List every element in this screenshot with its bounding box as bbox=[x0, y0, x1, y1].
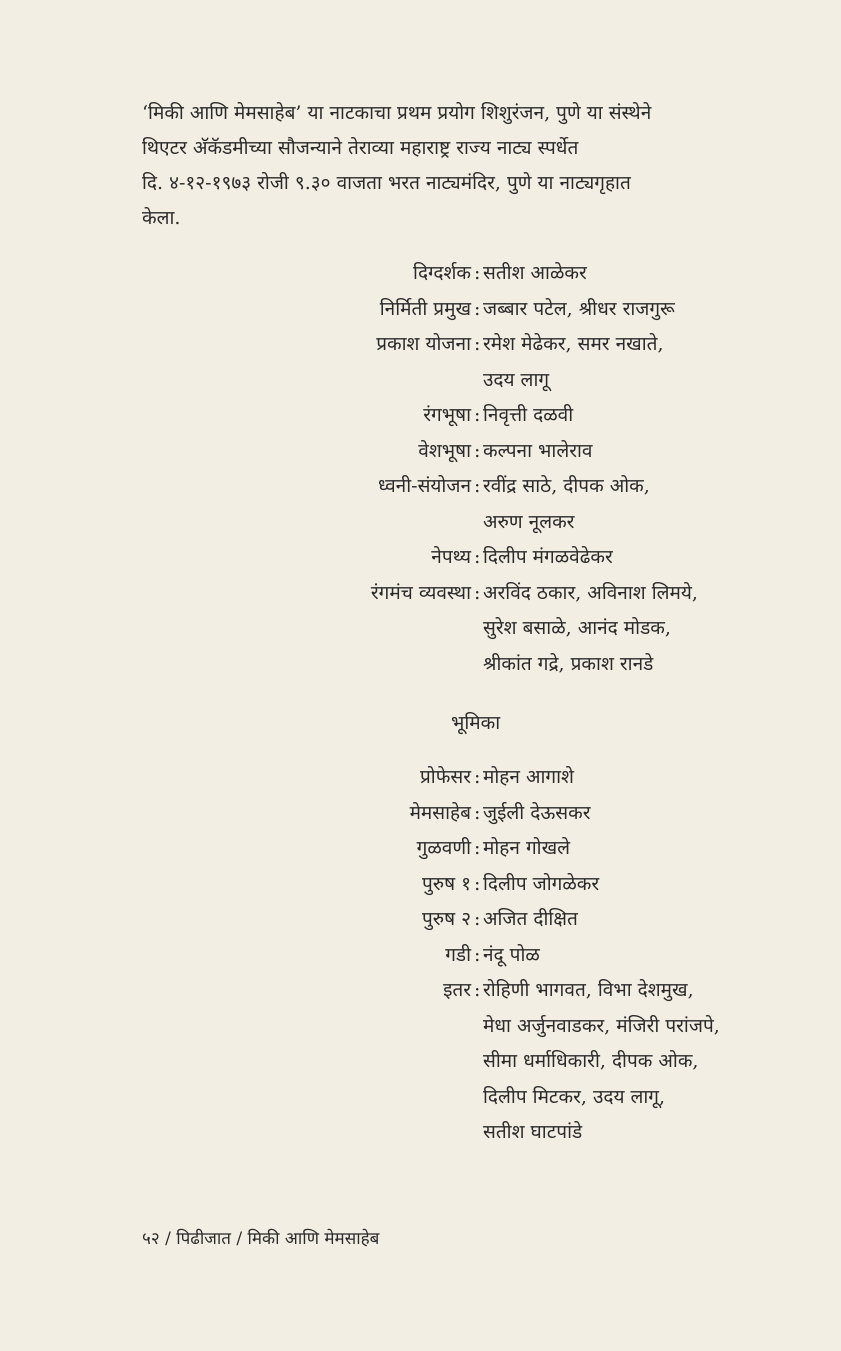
role-label: इतर bbox=[443, 979, 471, 1001]
separator: : bbox=[474, 404, 481, 426]
person-names: अरुण नूलकर bbox=[483, 510, 575, 533]
credit-row bbox=[0, 327, 841, 363]
cast-row-continuation bbox=[0, 1115, 841, 1151]
separator: : bbox=[474, 872, 481, 895]
cast-row bbox=[0, 902, 841, 938]
person-names: कल्पना भालेराव bbox=[483, 439, 593, 462]
role-label: दिग्दर्शक bbox=[413, 262, 471, 284]
role-label: मेमसाहेब bbox=[409, 801, 471, 824]
separator: : bbox=[474, 979, 481, 1001]
role-label: गुळवणी bbox=[416, 837, 471, 859]
credit-row-continuation bbox=[0, 363, 841, 399]
person-names: श्रीकांत गद्रे, प्रकाश रानडे bbox=[483, 652, 654, 675]
person-names: दिलीप मंगळवेढेकर bbox=[483, 546, 613, 568]
role-label: वेशभूषा bbox=[418, 439, 471, 462]
separator: : bbox=[474, 262, 481, 284]
role-label: रंगमंच व्यवस्था bbox=[370, 581, 471, 604]
person-names: सतीश आळेकर bbox=[483, 262, 587, 284]
separator: : bbox=[474, 581, 481, 604]
separator: : bbox=[474, 333, 481, 355]
credit-row bbox=[0, 398, 841, 434]
role-label: नेपथ्य bbox=[431, 546, 471, 568]
person-names: नंदू पोळ bbox=[483, 943, 540, 966]
credit-row bbox=[0, 469, 841, 505]
person-names: सतीश घाटपांडे bbox=[483, 1121, 583, 1143]
cast-row-continuation bbox=[0, 1009, 841, 1045]
role-label: पुरुष १ bbox=[421, 872, 471, 895]
separator: : bbox=[474, 439, 481, 462]
role-label: ध्वनी-संयोजन bbox=[377, 475, 471, 497]
role-label: निर्मिती प्रमुख bbox=[379, 297, 471, 320]
page-footer: ५२ / पिढीजात / मिकी आणि मेमसाहेब bbox=[142, 1229, 380, 1249]
role-label: पुरुष २ bbox=[421, 908, 471, 930]
intro-paragraph bbox=[142, 96, 792, 236]
person-names: रवींद्र साठे, दीपक ओक, bbox=[483, 475, 650, 497]
cast-row-continuation bbox=[0, 1080, 841, 1116]
separator: : bbox=[474, 546, 481, 568]
cast-row-continuation bbox=[0, 1044, 841, 1080]
person-names: रमेश मेढेकर, समर नखाते, bbox=[483, 333, 664, 355]
cast-row bbox=[0, 867, 841, 903]
separator: : bbox=[474, 801, 481, 824]
role-label: प्रोफेसर bbox=[420, 766, 471, 788]
separator: : bbox=[474, 837, 481, 859]
cast-row bbox=[0, 796, 841, 832]
person-names: निवृत्ती दळवी bbox=[483, 404, 574, 426]
role-label: प्रकाश योजना bbox=[376, 333, 471, 355]
intro-line: ‘मिकी आणि मेमसाहेब’ या नाटकाचा प्रथम प्रयोग शिशुरंजन, पुणे या संस्थेने bbox=[142, 102, 652, 124]
credit-row bbox=[0, 540, 841, 576]
intro-line: केला. bbox=[142, 207, 181, 229]
person-names: अजित दीक्षित bbox=[483, 908, 578, 930]
separator: : bbox=[474, 943, 481, 966]
credit-row bbox=[0, 576, 841, 612]
person-names: सुरेश बसाळे, आनंद मोडक, bbox=[483, 617, 671, 639]
credit-row bbox=[0, 292, 841, 328]
intro-line: थिएटर अ‍ॅकॅडमीच्या सौजन्याने तेराव्या महाराष्ट्र राज्य नाट्य स्पर्धेत bbox=[142, 137, 579, 159]
person-names: रोहिणी भागवत, विभा देशमुख, bbox=[483, 979, 694, 1001]
credit-row-continuation bbox=[0, 611, 841, 647]
cast-row bbox=[0, 973, 841, 1009]
cast-heading: भूमिका bbox=[451, 712, 501, 734]
person-names: उदय लागू bbox=[483, 368, 550, 391]
cast-list bbox=[0, 760, 841, 1151]
person-names: जुईली देऊसकर bbox=[483, 801, 591, 824]
production-credits bbox=[0, 256, 841, 682]
credit-row-continuation bbox=[0, 647, 841, 683]
cast-row bbox=[0, 760, 841, 796]
role-label: गडी bbox=[445, 943, 471, 966]
cast-row bbox=[0, 938, 841, 974]
person-names: मेधा अर्जुनवाडकर, मंजिरी परांजपे, bbox=[483, 1014, 720, 1037]
credit-row bbox=[0, 434, 841, 470]
person-names: अरविंद ठकार, अविनाश लिमये, bbox=[483, 581, 698, 604]
separator: : bbox=[474, 908, 481, 930]
separator: : bbox=[474, 766, 481, 788]
separator: : bbox=[474, 297, 481, 320]
credit-row bbox=[0, 256, 841, 292]
separator: : bbox=[474, 475, 481, 497]
credit-row-continuation bbox=[0, 505, 841, 541]
person-names: मोहन गोखले bbox=[483, 837, 570, 859]
role-label: रंगभूषा bbox=[423, 404, 471, 426]
person-names: दिलीप जोगळेकर bbox=[483, 872, 600, 895]
person-names: सीमा धर्माधिकारी, दीपक ओक, bbox=[483, 1050, 699, 1072]
intro-line: दि. ४-१२-१९७३ रोजी ९.३० वाजता भरत नाट्यमंदिर, पुणे या नाट्यगृहात bbox=[142, 172, 631, 194]
cast-row bbox=[0, 831, 841, 867]
person-names: मोहन आगाशे bbox=[483, 766, 574, 788]
person-names: दिलीप मिटकर, उदय लागू, bbox=[483, 1085, 666, 1108]
person-names: जब्बार पटेल, श्रीधर राजगुरू bbox=[483, 297, 675, 320]
